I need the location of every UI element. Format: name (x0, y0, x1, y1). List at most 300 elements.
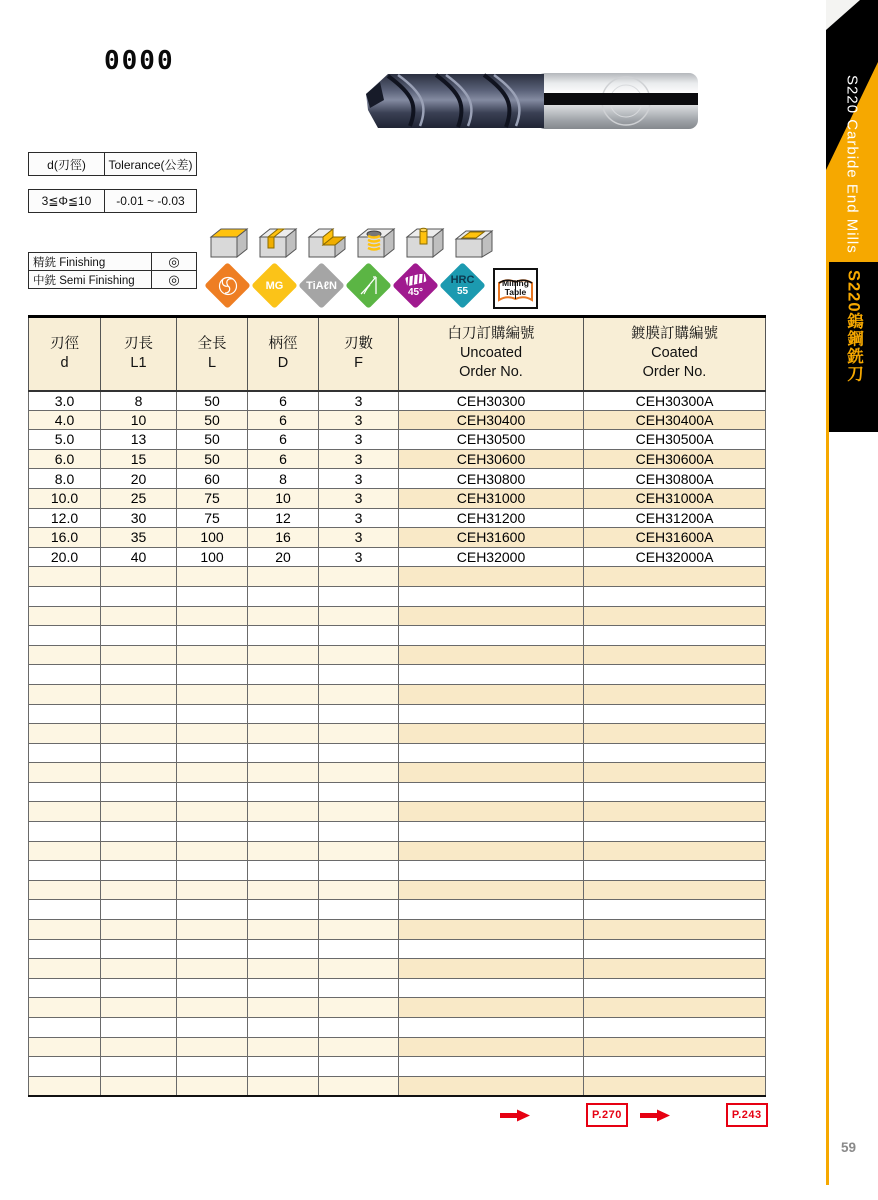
order-no-cell (584, 606, 766, 626)
dimension-cell (319, 1018, 399, 1038)
dimension-cell (177, 586, 248, 606)
order-no-cell (399, 665, 584, 685)
table-row (29, 782, 766, 802)
table-row (29, 978, 766, 998)
order-no-cell (584, 704, 766, 724)
dimension-cell: 16.0 (29, 528, 101, 548)
dimension-cell (101, 1037, 177, 1057)
dimension-cell: 6 (248, 430, 319, 450)
dimension-cell (177, 724, 248, 744)
dimension-cell (177, 782, 248, 802)
col-header-diameter (29, 317, 101, 391)
dimension-cell (319, 665, 399, 685)
dimension-cell (319, 998, 399, 1018)
dimension-cell: 16 (248, 528, 319, 548)
dimension-cell (319, 763, 399, 783)
dimension-cell (177, 626, 248, 646)
dimension-cell (101, 1057, 177, 1077)
feature-badges-row (204, 261, 538, 311)
dimension-cell (319, 586, 399, 606)
dimension-cell (101, 920, 177, 940)
dimension-cell (177, 998, 248, 1018)
order-no-cell (399, 567, 584, 587)
dimension-cell (248, 763, 319, 783)
tolerance-range: -0.01 ~ -0.03 (105, 190, 197, 213)
dimension-cell (29, 959, 101, 979)
pocket-milling-icon (452, 224, 494, 262)
dimension-cell (177, 1018, 248, 1038)
dimension-cell (29, 978, 101, 998)
dimension-cell: 15 (101, 449, 177, 469)
dimension-cell (101, 626, 177, 646)
table-row (29, 586, 766, 606)
slot-milling-icon (256, 224, 298, 262)
order-no-cell (399, 724, 584, 744)
dimension-cell (248, 900, 319, 920)
order-no-cell (584, 959, 766, 979)
order-no-cell: CEH31600 (399, 528, 584, 548)
dimension-cell (29, 900, 101, 920)
dimension-cell: 10 (248, 488, 319, 508)
dimension-cell (29, 998, 101, 1018)
hardness-value-label: 55 (456, 286, 469, 297)
dimension-cell (248, 1018, 319, 1038)
sidebar-title-zh: S220鎢鋼銑刀 (844, 270, 863, 383)
sidebar-title-en: S220 Carbide End Mills (843, 74, 861, 254)
shoulder-milling-icon (305, 224, 347, 262)
dimension-cell (177, 1037, 248, 1057)
table-row (29, 626, 766, 646)
dimension-cell (177, 978, 248, 998)
finishing-mark: ◎ (152, 253, 197, 271)
dimension-cell (177, 645, 248, 665)
order-no-cell (399, 1076, 584, 1096)
dimension-cell: 8.0 (29, 469, 101, 489)
dimension-cell: 75 (177, 488, 248, 508)
dimension-cell (319, 1057, 399, 1077)
dimension-cell (101, 861, 177, 881)
order-no-cell (399, 586, 584, 606)
dimension-cell (29, 1037, 101, 1057)
table-row (29, 665, 766, 685)
order-no-cell: CEH30400 (399, 410, 584, 430)
order-no-cell (584, 645, 766, 665)
header-en: F (354, 354, 363, 371)
order-no-cell (399, 1037, 584, 1057)
dimension-cell (101, 939, 177, 959)
dimension-cell: 60 (177, 469, 248, 489)
table-row (29, 410, 766, 430)
dimension-cell: 100 (177, 547, 248, 567)
order-no-cell (399, 1018, 584, 1038)
sidebar-title-zh-band (829, 262, 878, 432)
dimension-cell: 3 (319, 391, 399, 411)
dimension-cell (319, 567, 399, 587)
dimension-cell (177, 763, 248, 783)
dimension-cell: 6 (248, 410, 319, 430)
dimension-cell (29, 684, 101, 704)
dimension-cell (29, 1076, 101, 1096)
dimension-cell (29, 920, 101, 940)
milling-table-label (502, 279, 529, 297)
order-no-cell: CEH31600A (584, 528, 766, 548)
header-zh: 刃徑 (50, 335, 79, 352)
header-zh: 白刀訂購編號 (447, 326, 535, 343)
page-ref-uncoated: P.270 (586, 1103, 628, 1127)
dimension-cell (248, 665, 319, 685)
dimension-cell (29, 763, 101, 783)
dimension-cell (319, 606, 399, 626)
dimension-cell: 3 (319, 449, 399, 469)
order-no-cell (584, 822, 766, 842)
dimension-cell: 25 (101, 488, 177, 508)
header-zh: 刃數 (344, 335, 373, 352)
dimension-cell: 3 (319, 430, 399, 450)
order-no-cell (584, 1037, 766, 1057)
dimension-cell (29, 939, 101, 959)
dimension-cell (29, 626, 101, 646)
order-no-cell (399, 606, 584, 626)
table-row (29, 508, 766, 528)
dimension-cell (101, 586, 177, 606)
col-header-shank-diameter (248, 317, 319, 391)
table-row (29, 900, 766, 920)
dimension-cell (101, 1018, 177, 1038)
table-row (29, 606, 766, 626)
dimension-cell (101, 704, 177, 724)
order-no-cell (399, 802, 584, 822)
dimension-cell (248, 606, 319, 626)
tolerance-header-tol: Tolerance(公差) (105, 153, 197, 176)
finishing-table (28, 252, 197, 289)
milling-table-line1: Milling (502, 278, 529, 288)
dimension-cell: 10 (101, 410, 177, 430)
dimension-cell (248, 704, 319, 724)
order-no-cell (584, 900, 766, 920)
order-no-cell (399, 822, 584, 842)
col-header-flute-length (101, 317, 177, 391)
dimension-cell (177, 920, 248, 940)
dimension-cell (29, 1057, 101, 1077)
dimension-cell (29, 567, 101, 587)
table-row (29, 271, 197, 289)
table-header-row (29, 317, 766, 391)
dimension-cell (101, 665, 177, 685)
order-no-cell (584, 626, 766, 646)
header-en: D (277, 354, 289, 371)
dimension-cell (248, 1076, 319, 1096)
order-no-cell (584, 586, 766, 606)
order-no-cell (584, 1018, 766, 1038)
order-no-cell (399, 1057, 584, 1077)
dimension-cell: 12.0 (29, 508, 101, 528)
flute-geometry-icon (204, 261, 251, 311)
header-en: Uncoated (459, 345, 523, 362)
order-no-cell: CEH32000A (584, 547, 766, 567)
helix-angle-label: 45° (407, 287, 424, 298)
dimension-cell: 12 (248, 508, 319, 528)
dimension-cell (319, 1037, 399, 1057)
order-no-cell (584, 684, 766, 704)
dimension-cell (29, 704, 101, 724)
dimension-cell (101, 822, 177, 842)
dimension-cell: 3 (319, 528, 399, 548)
table-row (29, 998, 766, 1018)
dimension-cell (29, 586, 101, 606)
dimension-cell (248, 978, 319, 998)
order-no-cell (399, 684, 584, 704)
order-no-cell: CEH30400A (584, 410, 766, 430)
dimension-cell (248, 586, 319, 606)
dimension-cell: 30 (101, 508, 177, 528)
dimension-cell (177, 939, 248, 959)
order-no-cell (584, 743, 766, 763)
order-no-cell (584, 841, 766, 861)
order-no-cell (399, 782, 584, 802)
table-row (29, 959, 766, 979)
dimension-cell: 20 (248, 547, 319, 567)
milling-table-line2: Table (504, 287, 527, 297)
dimension-cell (101, 841, 177, 861)
dimension-cell: 13 (101, 430, 177, 450)
order-no-cell (399, 900, 584, 920)
table-row (29, 1076, 766, 1096)
tolerance-value-table (28, 189, 197, 213)
coating-label: TiAℓN (306, 279, 337, 292)
table-row (29, 802, 766, 822)
dimension-cell (177, 665, 248, 685)
dimension-cell (101, 743, 177, 763)
table-row (29, 841, 766, 861)
order-no-cell (584, 880, 766, 900)
red-arrow-icon (500, 1109, 530, 1122)
dimension-cell (101, 1076, 177, 1096)
order-no-cell (399, 743, 584, 763)
dimension-cell (319, 920, 399, 940)
header-en2: Order No. (459, 364, 523, 381)
order-table-body (29, 391, 766, 1096)
order-no-cell (584, 567, 766, 587)
order-no-cell (399, 959, 584, 979)
table-row (29, 704, 766, 724)
dimension-cell (29, 802, 101, 822)
dimension-cell (101, 959, 177, 979)
coating-badge (298, 261, 345, 311)
dimension-cell (319, 684, 399, 704)
dimension-cell (248, 959, 319, 979)
order-no-cell (584, 763, 766, 783)
table-row (29, 822, 766, 842)
dimension-cell (248, 822, 319, 842)
dimension-cell (248, 743, 319, 763)
dimension-cell (29, 606, 101, 626)
dimension-cell (177, 959, 248, 979)
cutting-profile-badge (345, 261, 392, 311)
dimension-cell (248, 626, 319, 646)
milling-table-badge (493, 268, 538, 309)
dimension-cell (29, 880, 101, 900)
hardness-badge (439, 261, 486, 311)
header-zh: 全長 (197, 335, 227, 352)
order-no-cell (584, 978, 766, 998)
order-no-cell: CEH31200 (399, 508, 584, 528)
order-no-cell (399, 939, 584, 959)
dimension-cell (319, 900, 399, 920)
dimension-cell (177, 841, 248, 861)
table-row (29, 253, 197, 271)
order-no-cell (584, 998, 766, 1018)
dimension-cell: 40 (101, 547, 177, 567)
dimension-cell: 35 (101, 528, 177, 548)
order-no-cell: CEH30500 (399, 430, 584, 450)
dimension-cell (319, 626, 399, 646)
micro-grain-label: MG (265, 279, 284, 292)
dimension-cell: 100 (177, 528, 248, 548)
header-en: d (60, 354, 69, 371)
helix-angle-icon (392, 261, 439, 311)
order-no-cell: CEH30300 (399, 391, 584, 411)
order-no-cell (399, 998, 584, 1018)
page-ref-coated: P.243 (726, 1103, 768, 1127)
col-header-uncoated-order-no (399, 317, 584, 391)
table-row (29, 190, 197, 213)
dimension-cell: 50 (177, 430, 248, 450)
dimension-cell (29, 861, 101, 881)
dimension-cell (248, 645, 319, 665)
order-no-cell (399, 763, 584, 783)
dimension-cell (319, 724, 399, 744)
dimension-cell: 75 (177, 508, 248, 528)
table-row (29, 880, 766, 900)
dimension-cell (29, 822, 101, 842)
dimension-cell (101, 567, 177, 587)
order-no-cell (399, 920, 584, 940)
dimension-cell (319, 704, 399, 724)
dimension-cell (248, 567, 319, 587)
end-mill-photo (358, 66, 703, 136)
plunge-milling-icon (403, 224, 445, 262)
model-number: 0000 (104, 46, 175, 76)
dimension-cell: 3 (319, 547, 399, 567)
table-row (29, 528, 766, 548)
dimension-cell: 20.0 (29, 547, 101, 567)
dimension-cell: 6 (248, 391, 319, 411)
dimension-cell: 6.0 (29, 449, 101, 469)
tolerance-header-d: d(刃徑) (29, 153, 105, 176)
dimension-cell (319, 978, 399, 998)
semi-finishing-label: 中銑 Semi Finishing (29, 271, 152, 289)
dimension-cell (177, 900, 248, 920)
order-no-cell: CEH31000 (399, 488, 584, 508)
dimension-cell (248, 880, 319, 900)
capability-icons-row (207, 224, 494, 262)
dimension-cell (319, 1076, 399, 1096)
dimension-cell (177, 880, 248, 900)
table-row (29, 763, 766, 783)
micro-grain-badge (251, 261, 298, 311)
helical-hole-milling-icon (354, 224, 396, 262)
dimension-cell (319, 802, 399, 822)
header-zh: 鍍膜訂購編號 (631, 326, 718, 343)
order-no-cell (399, 626, 584, 646)
order-no-cell (584, 1057, 766, 1077)
dimension-cell (101, 782, 177, 802)
dimension-cell (101, 998, 177, 1018)
dimension-cell: 8 (101, 391, 177, 411)
order-no-cell (584, 939, 766, 959)
dimension-cell: 3 (319, 508, 399, 528)
order-no-cell: CEH31200A (584, 508, 766, 528)
dimension-cell (248, 861, 319, 881)
dimension-cell: 5.0 (29, 430, 101, 450)
dimension-cell: 20 (101, 469, 177, 489)
order-no-cell (584, 920, 766, 940)
table-row (29, 430, 766, 450)
header-zh: 刃長 (124, 335, 153, 352)
order-no-cell: CEH30300A (584, 391, 766, 411)
header-en: Coated (651, 345, 698, 362)
dimension-cell (177, 704, 248, 724)
dimension-cell (177, 1057, 248, 1077)
dimension-cell (177, 684, 248, 704)
order-no-cell: CEH30800 (399, 469, 584, 489)
order-no-cell (399, 704, 584, 724)
dimension-cell (101, 645, 177, 665)
order-no-cell (584, 1076, 766, 1096)
order-no-cell (399, 978, 584, 998)
red-arrow-icon (640, 1109, 670, 1122)
table-row (29, 684, 766, 704)
dimension-cell (248, 1057, 319, 1077)
dimension-cell: 8 (248, 469, 319, 489)
footer-page-refs (500, 1103, 768, 1127)
header-en: L1 (130, 354, 147, 371)
dimension-cell (177, 606, 248, 626)
table-row (29, 547, 766, 567)
order-no-cell: CEH32000 (399, 547, 584, 567)
dimension-cell (319, 841, 399, 861)
semi-finishing-mark: ◎ (152, 271, 197, 289)
dimension-cell (177, 861, 248, 881)
dimension-cell (319, 645, 399, 665)
order-no-cell: CEH30500A (584, 430, 766, 450)
finishing-label: 精銑 Finishing (29, 253, 152, 271)
dimension-cell (29, 782, 101, 802)
order-no-cell (584, 665, 766, 685)
table-row (29, 153, 197, 176)
dimension-cell: 50 (177, 391, 248, 411)
face-milling-icon (207, 224, 249, 262)
table-row (29, 488, 766, 508)
header-en2: Order No. (642, 364, 707, 381)
dimension-cell (177, 802, 248, 822)
dimension-cell: 50 (177, 410, 248, 430)
header-zh: 柄徑 (268, 335, 298, 352)
dimension-cell (177, 567, 248, 587)
dimension-cell (319, 743, 399, 763)
hardness-scale-label: HRC (450, 274, 475, 286)
dimension-cell (101, 763, 177, 783)
table-row (29, 391, 766, 411)
dimension-cell: 3 (319, 469, 399, 489)
order-no-cell (584, 802, 766, 822)
table-row (29, 724, 766, 744)
order-no-cell (584, 724, 766, 744)
col-header-coated-order-no (584, 317, 766, 391)
helix-angle-badge (392, 261, 439, 311)
dimension-cell (248, 802, 319, 822)
order-no-cell (399, 841, 584, 861)
